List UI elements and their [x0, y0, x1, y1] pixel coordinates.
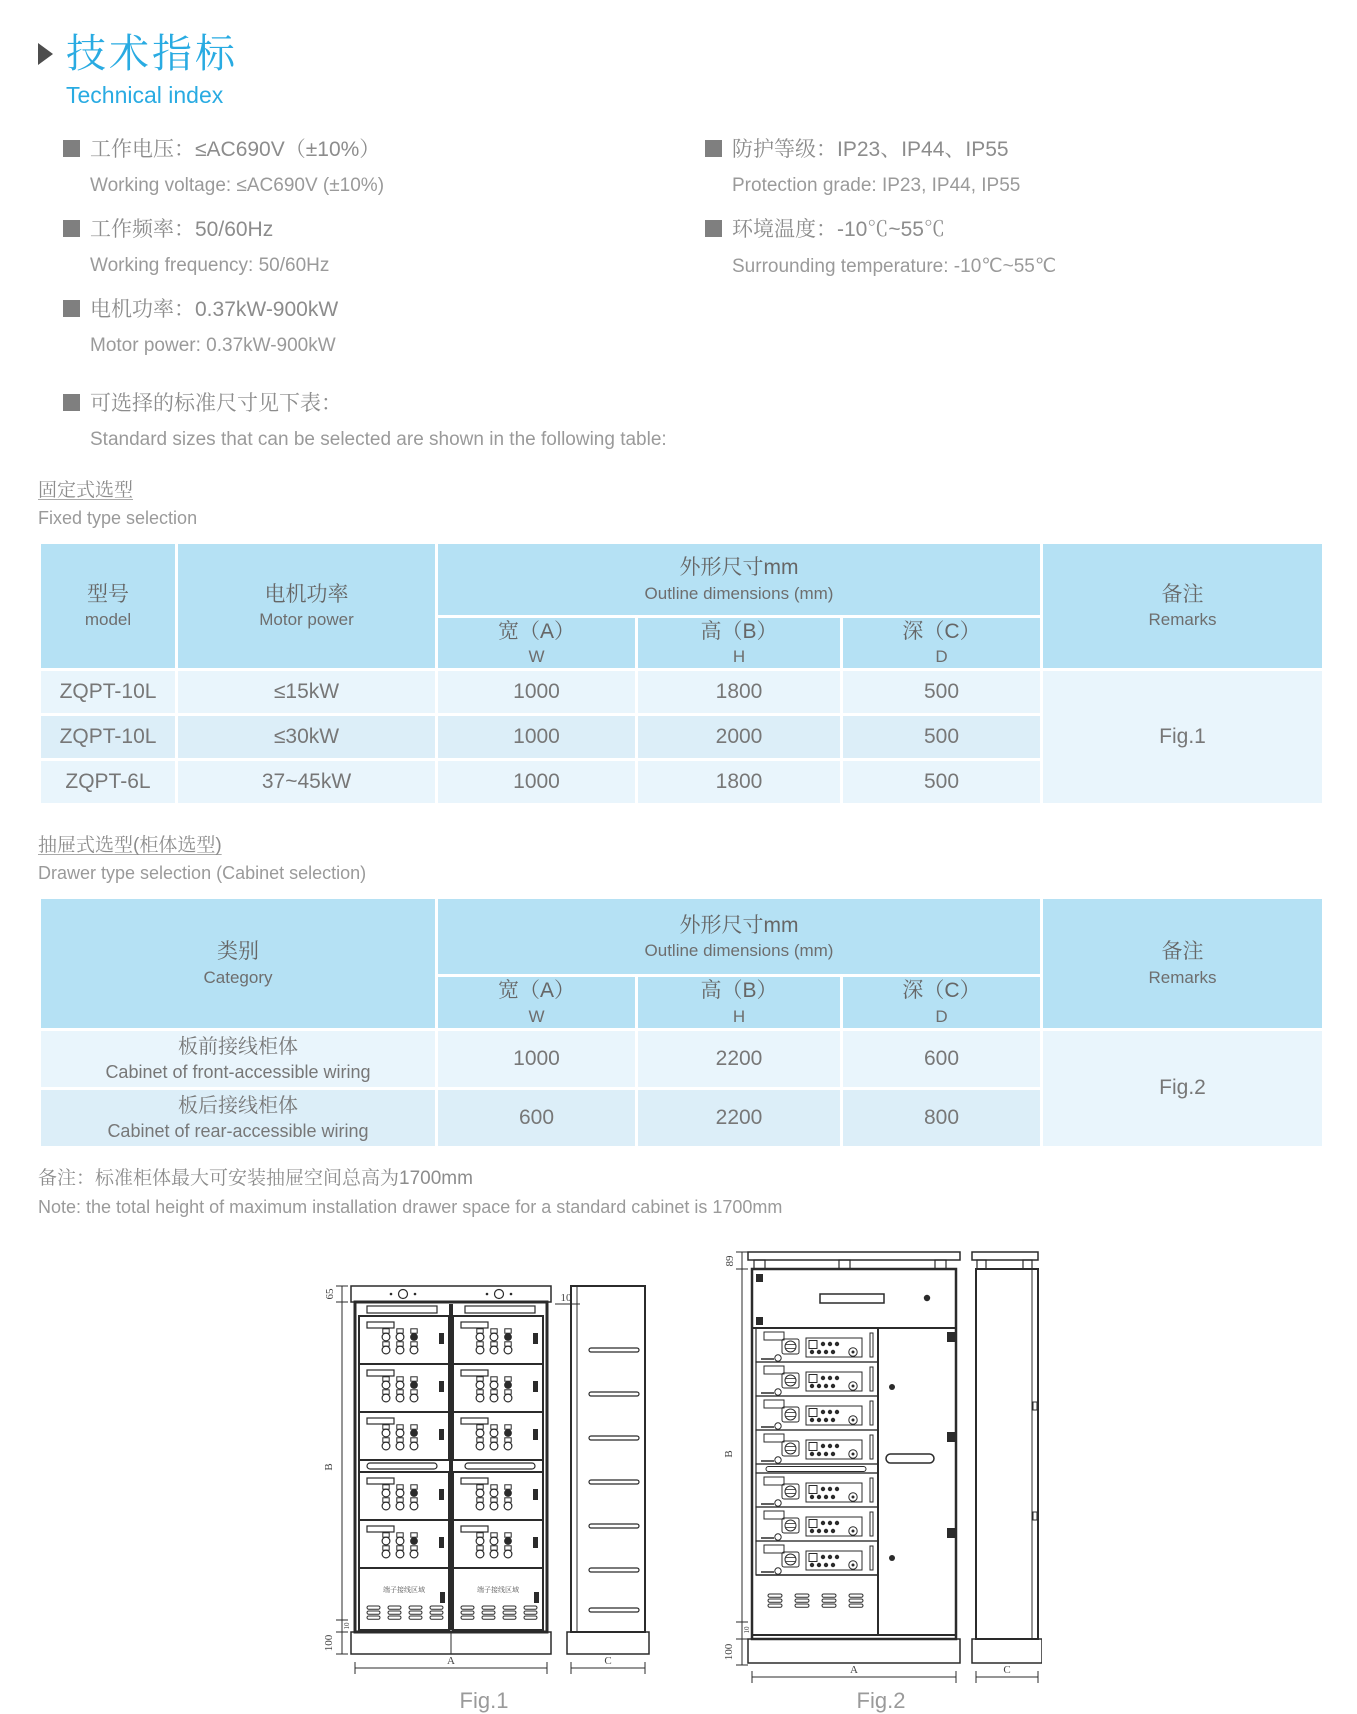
square-bullet-icon: [705, 140, 722, 157]
cell-height: 1800: [637, 760, 842, 805]
triangle-bullet-icon: [38, 43, 53, 65]
spec-en-text: Working frequency: 50/60Hz: [90, 255, 330, 276]
section-title-zh: 固定式选型: [38, 480, 134, 501]
cell-width: 1000: [437, 715, 637, 760]
cell-depth: 500: [842, 670, 1042, 715]
square-bullet-icon: [63, 140, 80, 157]
col-header-h-zh: 高（B）: [700, 979, 778, 1003]
col-header-power-en: Motor power: [259, 610, 354, 630]
col-header-d-en: D: [935, 1006, 948, 1026]
spec-working-frequency: [63, 213, 680, 277]
col-header-remarks-en: Remarks: [1148, 610, 1217, 630]
fixed-type-table: [38, 541, 1325, 806]
col-header-remarks-zh: 备注: [1161, 940, 1204, 964]
sizes-note: [38, 387, 1322, 451]
col-header-remarks: [1042, 543, 1324, 670]
page-title: 技术指标: [66, 32, 238, 76]
fig1-top-cap: [351, 1286, 551, 1302]
fig2-dim-vent: 10: [743, 1626, 751, 1634]
fig2-dim-width: A: [850, 1663, 858, 1676]
table-row: [40, 1029, 1324, 1088]
fig2-dim-height: B: [723, 1450, 735, 1458]
col-header-w-en: W: [528, 1006, 545, 1026]
fig2-dim-depth: C: [1003, 1663, 1011, 1676]
cell-power: ≤15kW: [177, 670, 437, 715]
col-header-width: [437, 976, 637, 1029]
square-bullet-icon: [63, 394, 80, 411]
spec-en-text: Working voltage: ≤AC690V (±10%): [90, 175, 385, 196]
col-header-category-zh: 类别: [217, 940, 259, 964]
fig1-dim-base: 100: [323, 1634, 335, 1652]
col-header-depth: [842, 976, 1042, 1029]
fig2-side-view: [976, 1269, 1038, 1639]
spec-zh-text: 电机功率：0.37kW-900kW: [90, 298, 339, 321]
figures-row: [38, 1232, 1322, 1714]
cell-category: [40, 1088, 437, 1147]
cell-category-zh: 板前接线柜体: [178, 1035, 298, 1058]
spec-col-right: [680, 133, 1322, 373]
fig1-dim-cap: 65: [324, 1288, 336, 1300]
cell-category-zh: 板后接线柜体: [178, 1094, 298, 1117]
spec-zh-text: 工作电压：≤AC690V（±10%）: [90, 138, 381, 161]
cell-depth: 800: [842, 1088, 1042, 1147]
cell-height: 2200: [637, 1029, 842, 1088]
fig1-drawing: [318, 1260, 650, 1684]
col-header-category-en: Category: [203, 967, 273, 987]
col-header-width: [437, 617, 637, 670]
col-header-model: [40, 543, 177, 670]
cell-power: 37~45kW: [177, 760, 437, 805]
col-header-dims-zh: 外形尺寸mm: [679, 913, 799, 937]
cell-power: ≤30kW: [177, 715, 437, 760]
sizes-note-en: Standard sizes that can be selected are shown in the following table:: [90, 429, 667, 450]
col-header-power-zh: 电机功率: [264, 583, 349, 606]
cell-remarks: Fig.2: [1042, 1029, 1324, 1147]
fig1-terminal-right: [453, 1568, 543, 1630]
fig2-dim-base: 100: [723, 1643, 735, 1661]
cell-model: ZQPT-10L: [40, 670, 177, 715]
fig1-terminal-label: 端子接线区域: [477, 1586, 519, 1594]
col-header-d-zh: 深（C）: [902, 979, 981, 1003]
square-bullet-icon: [705, 220, 722, 237]
section-fixed-type: [38, 475, 1322, 529]
col-header-dims-en: Outline dimensions (mm): [644, 941, 834, 961]
cell-depth: 600: [842, 1029, 1042, 1088]
fig1-caption: Fig.1: [459, 1687, 509, 1713]
section-title-en: Drawer type selection (Cabinet selection): [38, 863, 367, 884]
square-bullet-icon: [63, 220, 80, 237]
cell-height: 2000: [637, 715, 842, 760]
spec-zh-text: 工作频率：50/60Hz: [90, 218, 274, 241]
fig1-dim-width: A: [447, 1654, 455, 1667]
spec-en-text: Surrounding temperature: -10℃~55℃: [732, 256, 1057, 277]
col-header-w-en: W: [528, 647, 545, 667]
spec-protection-grade: [705, 133, 1322, 197]
col-header-d-en: D: [935, 647, 948, 667]
cell-width: 1000: [437, 1029, 637, 1088]
col-header-height: [637, 617, 842, 670]
footnote: [38, 1163, 1322, 1218]
col-header-dimensions: [437, 898, 1042, 976]
col-header-height: [637, 976, 842, 1029]
col-header-w-zh: 宽（A）: [497, 620, 575, 643]
cell-category-en: Cabinet of front-accessible wiring: [105, 1061, 371, 1082]
cell-category: [40, 1029, 437, 1088]
section-title-en: Fixed type selection: [38, 508, 198, 528]
fig1-dim-vent: 10: [343, 1622, 351, 1630]
col-header-dims-en: Outline dimensions (mm): [644, 583, 834, 603]
spec-zh-text: 环境温度：-10℃~55℃: [732, 218, 945, 241]
cell-depth: 500: [842, 760, 1042, 805]
page-subtitle: Technical index: [66, 82, 224, 108]
spec-list: [38, 133, 1322, 373]
figure-1: [318, 1260, 650, 1714]
fig1-side-view: [571, 1286, 645, 1632]
col-header-remarks: [1042, 898, 1324, 1029]
col-header-remarks-zh: 备注: [1161, 583, 1204, 606]
fig2-base: [748, 1639, 960, 1663]
col-header-remarks-en: Remarks: [1148, 967, 1217, 987]
fig1-terminal-left: [359, 1568, 449, 1630]
table-row: [40, 670, 1324, 715]
cell-height: 1800: [637, 670, 842, 715]
col-header-d-zh: 深（C）: [902, 620, 981, 643]
col-header-h-en: H: [732, 647, 746, 667]
page-title-row: [38, 34, 1322, 74]
fig2-side-cap: [972, 1252, 1038, 1260]
drawer-type-table: [38, 896, 1325, 1148]
cell-model: ZQPT-10L: [40, 715, 177, 760]
cell-depth: 500: [842, 715, 1042, 760]
spec-zh-text: 防护等级：IP23、IP44、IP55: [732, 138, 1009, 161]
col-header-dimensions: [437, 543, 1042, 617]
spec-working-voltage: [63, 133, 680, 197]
col-header-model-zh: 型号: [87, 583, 129, 606]
section-title-zh: 抽屉式选型(柜体选型): [38, 835, 222, 857]
col-header-w-zh: 宽（A）: [497, 979, 575, 1003]
spec-col-left: [38, 133, 680, 373]
section-drawer-type: [38, 830, 1322, 884]
cell-width: 1000: [437, 760, 637, 805]
col-header-model-en: model: [84, 610, 132, 630]
square-bullet-icon: [63, 300, 80, 317]
spec-surrounding-temperature: [705, 213, 1322, 278]
cell-model: ZQPT-6L: [40, 760, 177, 805]
cell-width: 600: [437, 1088, 637, 1147]
fig1-terminal-label: 端子接线区域: [383, 1586, 425, 1594]
cell-category-en: Cabinet of rear-accessible wiring: [107, 1120, 369, 1141]
fig1-dim-depth: C: [604, 1654, 612, 1667]
footnote-en: Note: the total height of maximum installation drawer space for a standard cabinet is 1700mm: [38, 1196, 783, 1217]
col-header-h-zh: 高（B）: [700, 620, 778, 643]
figure-2: [720, 1232, 1042, 1714]
col-header-power: [177, 543, 437, 670]
col-header-depth: [842, 617, 1042, 670]
cell-width: 1000: [437, 670, 637, 715]
fig2-dim-cap: 89: [724, 1255, 736, 1267]
footnote-zh: 备注：标准柜体最大可安装抽屉空间总高为1700mm: [38, 1167, 473, 1189]
col-header-category: [40, 898, 437, 1029]
fig2-drawing: [720, 1232, 1042, 1684]
col-header-h-en: H: [732, 1006, 746, 1026]
sizes-note-zh: 可选择的标准尺寸见下表：: [90, 392, 342, 415]
spec-en-text: Protection grade: IP23, IP44, IP55: [732, 175, 1021, 196]
spec-motor-power: [63, 293, 680, 357]
fig1-dim-height: B: [323, 1463, 335, 1471]
cell-height: 2200: [637, 1088, 842, 1147]
col-header-dims-zh: 外形尺寸mm: [679, 556, 799, 580]
fig2-top-cap: [748, 1252, 960, 1260]
spec-en-text: Motor power: 0.37kW-900kW: [90, 335, 336, 356]
cell-remarks: Fig.1: [1042, 670, 1324, 805]
fig2-caption: Fig.2: [856, 1687, 906, 1713]
fig1-dim-top-right: 10: [560, 1291, 572, 1304]
